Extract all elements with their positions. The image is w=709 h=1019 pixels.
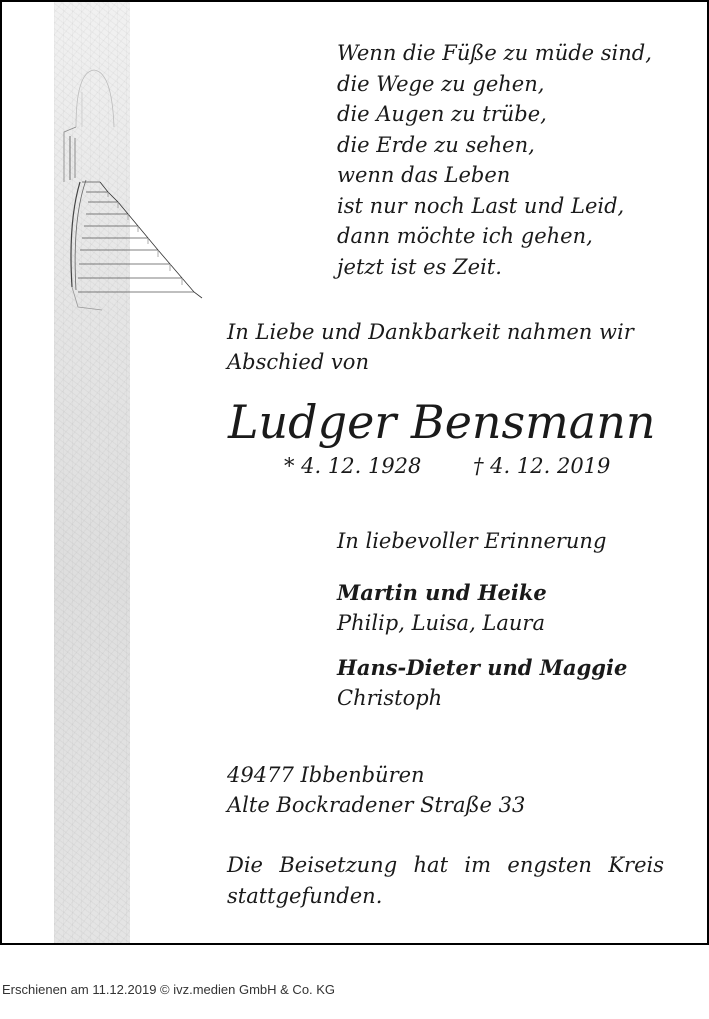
death-date: † 4. 12. 2019 <box>473 454 611 478</box>
poem-line: die Augen zu trübe, <box>337 102 547 126</box>
family-head: Hans-Dieter und Maggie <box>337 655 628 680</box>
family-members: Christoph <box>337 686 443 710</box>
burial-notice: Die Beisetzung hat im engsten Kreis stattgefunden. <box>227 853 664 908</box>
address <box>227 760 525 820</box>
birth-date: * 4. 12. 1928 <box>284 454 422 478</box>
family-head: Martin und Heike <box>337 580 547 605</box>
poem-line: jetzt ist es Zeit. <box>337 254 502 279</box>
family-group <box>337 652 627 714</box>
memory-line: In liebevoller Erinnerung <box>337 529 607 553</box>
poem <box>337 38 652 282</box>
poem-line: Wenn die Füße zu müde sind, <box>337 41 652 65</box>
staircase-illustration-icon <box>42 32 212 322</box>
poem-line: wenn das Leben <box>337 163 511 187</box>
poem-line: dann möchte ich gehen, <box>337 224 593 248</box>
family-members: Philip, Luisa, Laura <box>337 611 545 635</box>
poem-line: ist nur noch Last und Leid, <box>337 193 625 218</box>
poem-line: die Erde zu sehen, <box>337 132 535 157</box>
publication-footer: Erschienen am 11.12.2019 © ivz.medien GmbH & Co. KG <box>2 982 336 997</box>
poem-line: die Wege zu gehen, <box>337 71 545 96</box>
address-street: Alte Bockradener Straße 33 <box>227 793 526 817</box>
family-group <box>337 577 547 639</box>
deceased-name: Ludger Bensmann <box>228 395 656 449</box>
address-city: 49477 Ibbenbüren <box>227 763 425 787</box>
intro-text: In Liebe und Dankbarkeit nahmen wir Abschied von <box>227 320 634 374</box>
